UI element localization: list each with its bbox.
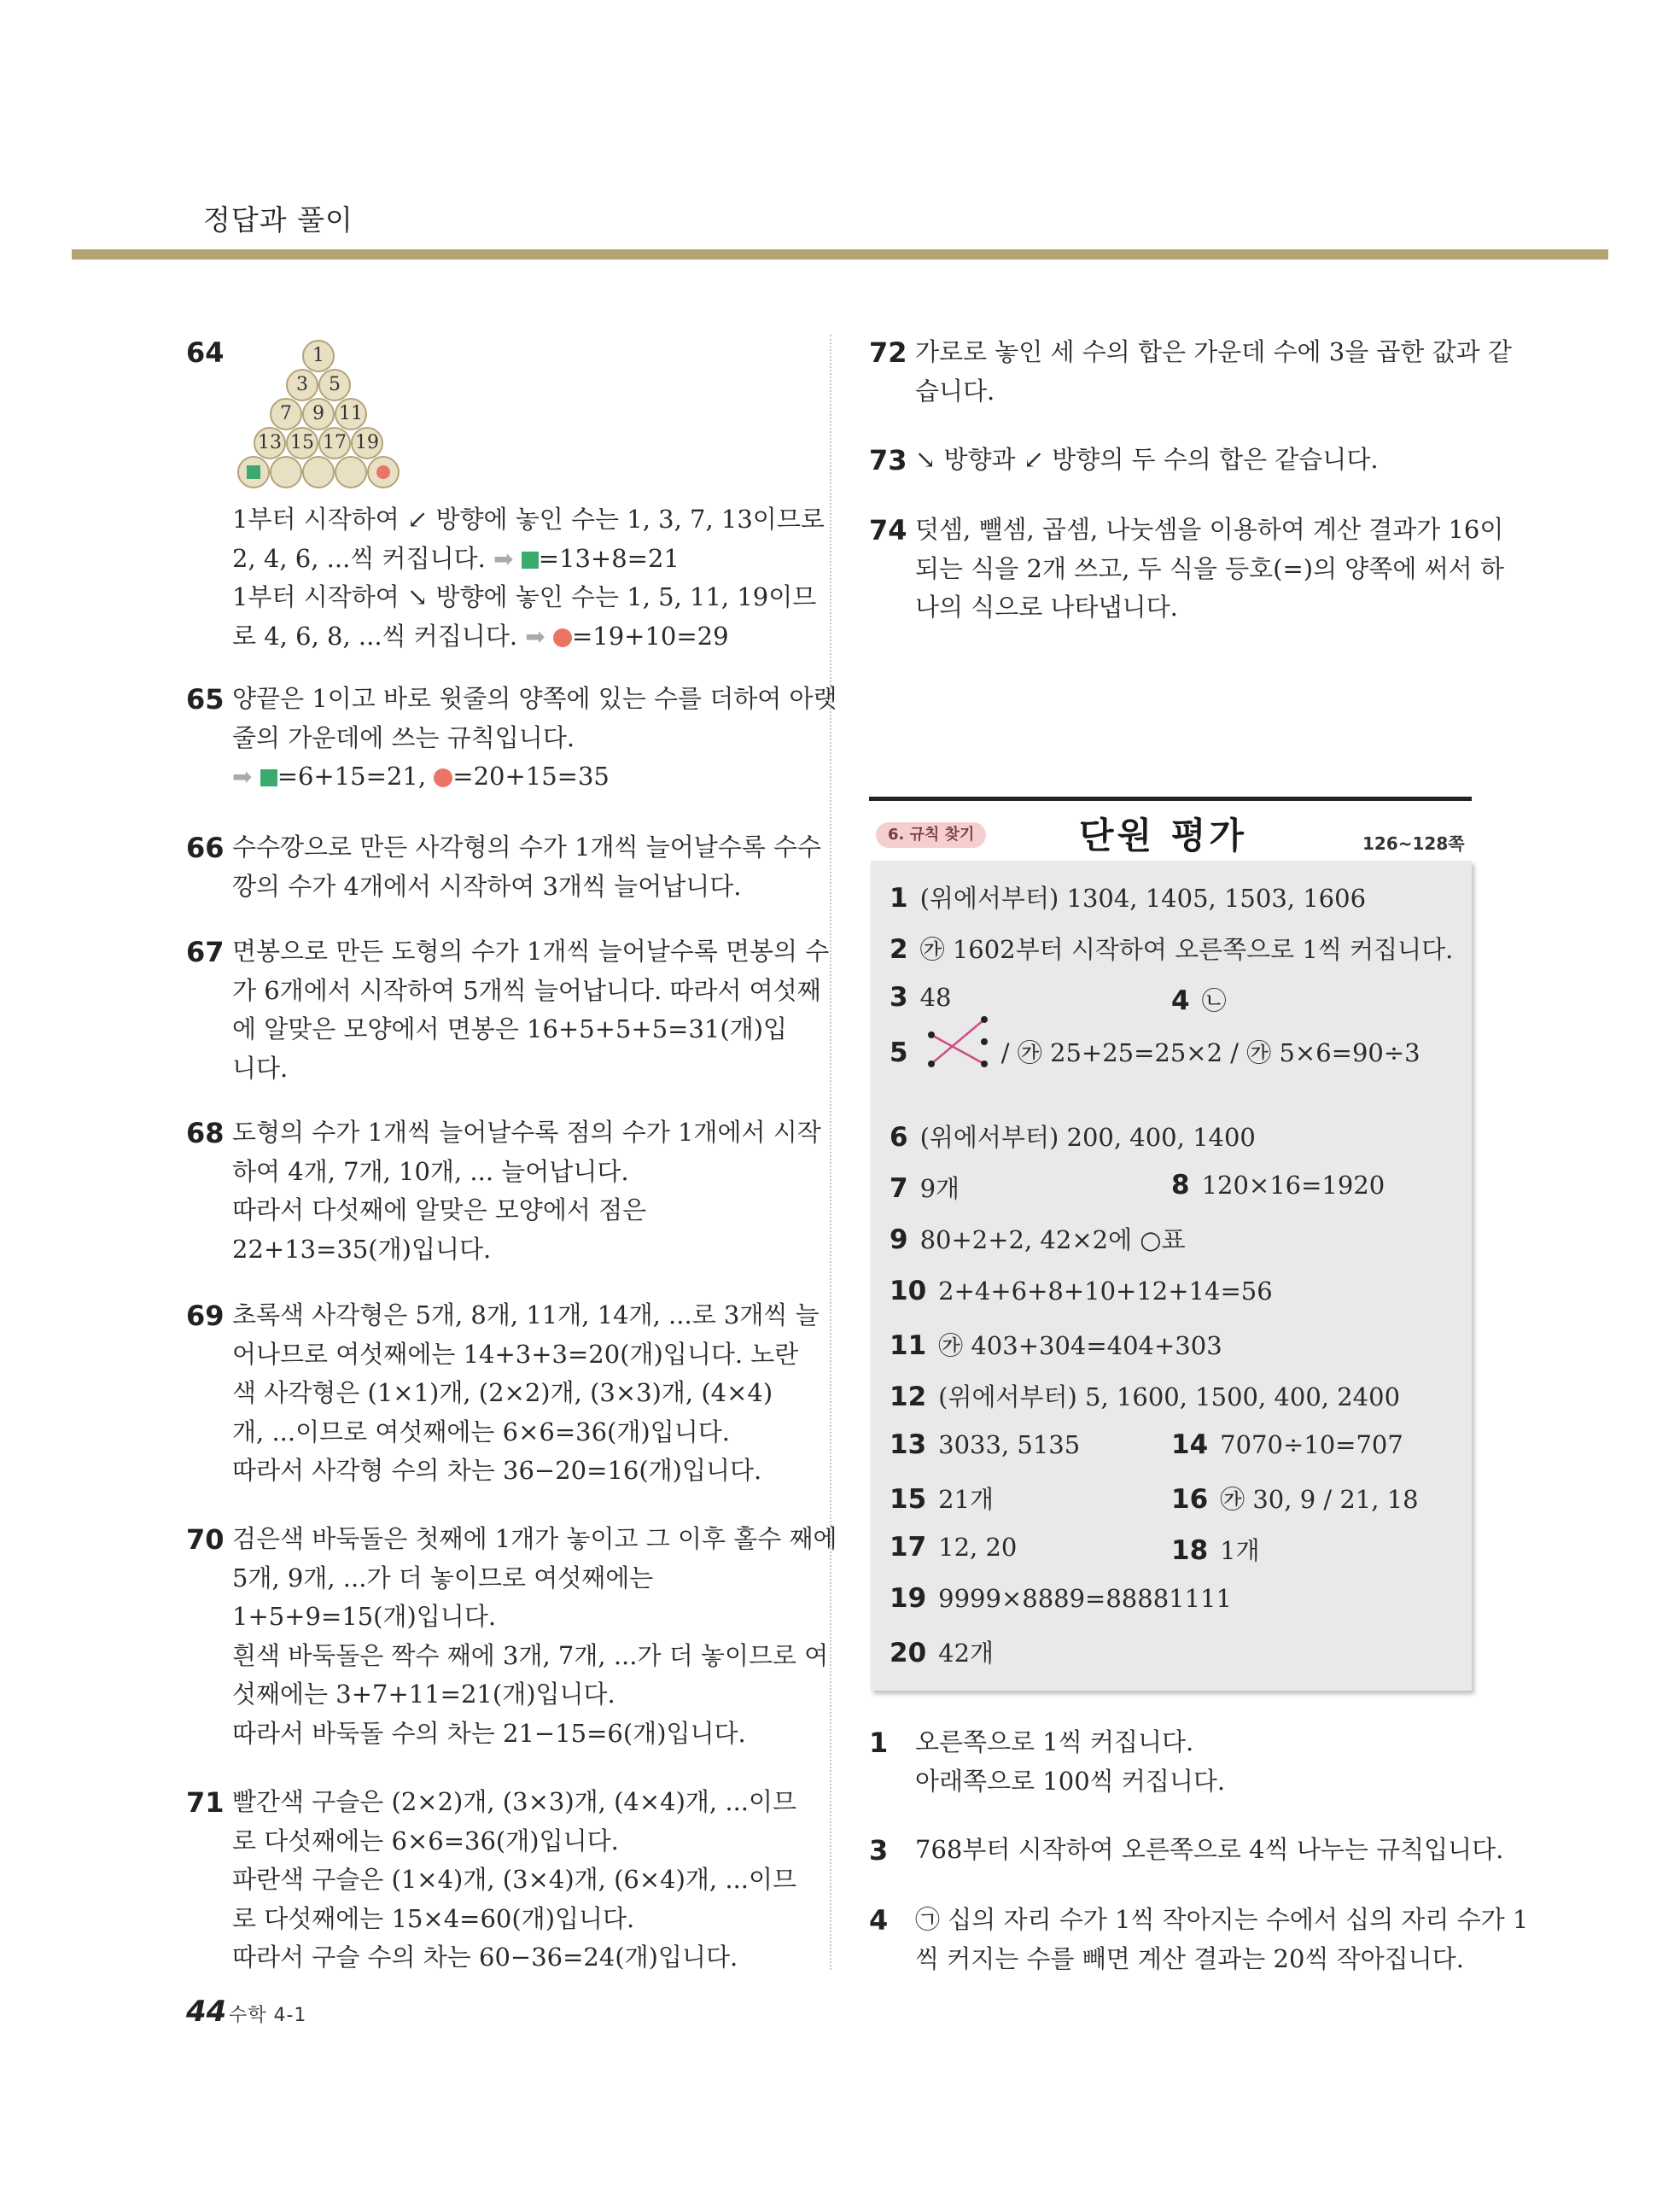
answer-8: 8 120×16=1920	[1171, 1170, 1385, 1201]
problem-text: 덧셈, 뺄셈, 곱셈, 나눗셈을 이용하여 계산 결과가 16이 되는 식을 2개 쓰고, 두 식을 등호(=)의 양쪽에 써서 하 나의 식으로 나타냅니다.	[915, 515, 1504, 622]
problem-number: 67	[186, 936, 225, 968]
ball: 9	[302, 398, 335, 430]
answer-15: 15 21개	[890, 1484, 995, 1515]
arrow-icon: ➡	[525, 622, 545, 651]
problem-number: 71	[186, 1786, 225, 1819]
explanation-text: ㉠ 십의 자리 수가 1씩 작아지는 수에서 십의 자리 수가 1 씩 커지는 수를 빼면 계산 결과는 20씩 작아집니다.	[915, 1905, 1529, 1973]
explanation-number: 1	[869, 1727, 889, 1759]
answer-11: 11 ㉮ 403+304=404+303	[890, 1330, 1222, 1361]
answer-5: 5 / ㉮ 25+25=25×2 / ㉮ 5×6=90÷3	[890, 1033, 1420, 1076]
problem-text: 가로로 놓인 세 수의 합은 가운데 수에 3을 곱한 값과 같 습니다.	[915, 337, 1512, 406]
answer-13: 13 3033, 5135	[890, 1429, 1081, 1460]
answer-4: 4 ㉡	[1171, 985, 1227, 1016]
answer-19: 19 9999×8889=88881111	[890, 1583, 1232, 1614]
ball: 3	[286, 369, 318, 401]
ball-square-marker	[237, 456, 270, 488]
header-rule	[72, 249, 1608, 260]
problem-text: 초록색 사각형은 5개, 8개, 11개, 14개, ...로 3개씩 늘 어나므로 여섯째에는 14+3+3=20(개)입니다. 노란 색 사각형은 (1×1)개, (2×2)개, (3×3)개, (4×4) 개, ...이므로 여섯째에는 6×6=36(개)입니다. 따라서 사각형 수의 차는 36−20=16(개)입니다.	[232, 1300, 820, 1485]
problem-number: 65	[186, 683, 225, 716]
answer-9: 9 80+2+2, 42×2에 ○표	[890, 1224, 1186, 1255]
answer-10: 10 2+4+6+8+10+12+14=56	[890, 1276, 1273, 1306]
ball-empty	[270, 456, 302, 488]
problem-number: 73	[869, 444, 907, 476]
arrow-icon: ➡	[493, 544, 514, 573]
answer-17: 17 12, 20	[890, 1532, 1018, 1563]
ball: 7	[270, 398, 302, 430]
problem-number: 64	[186, 336, 225, 369]
unit-eval-tag: 6. 규칙 찾기	[876, 822, 986, 848]
problem-text: 수수깡으로 만든 사각형의 수가 1개씩 늘어날수록 수수 깡의 수가 4개에서 시작하여 3개씩 늘어납니다.	[232, 833, 822, 901]
red-circle-icon	[434, 768, 452, 787]
ball: 13	[254, 427, 286, 459]
page-header-title: 정답과 풀이	[203, 203, 353, 237]
answer-7: 7 9개	[890, 1173, 960, 1204]
problem-number: 69	[186, 1300, 225, 1332]
page-number: 44	[186, 1995, 227, 2029]
problem-text: 1부터 시작하여 ↙ 방향에 놓인 수는 1, 3, 7, 13이므로 2, 4, 6, ...씩 커집니다. ➡ =13+8=21 1부터 시작하여 ↘ 방향에 놓인 수는 1, 5, 11, 19이므 로 4, 6, 8, ...씩 커집니다. ➡ =19+10=29	[232, 505, 825, 651]
problem-text: 면봉으로 만든 도형의 수가 1개씩 늘어날수록 면봉의 수 가 6개에서 시작하여 5개씩 늘어납니다. 따라서 여섯째 에 알맞은 모양에서 면봉은 16+5+5+5=31(개)입 니다.	[232, 937, 830, 1083]
green-square-icon	[522, 552, 539, 569]
unit-eval-title: 단원 평가	[1079, 815, 1247, 856]
ball-circle-marker	[367, 456, 400, 488]
ball-empty	[302, 456, 335, 488]
ball: 19	[351, 427, 383, 459]
problem-text: 검은색 바둑돌은 첫째에 1개가 놓이고 그 이후 홀수 째에 5개, 9개, ...가 더 놓이므로 여섯째에는 1+5+9=15(개)입니다. 흰색 바둑돌은 짝수 째에 3개, 7개, ...가 더 놓이므로 여 섯째에는 3+7+11=21(개)입니다. 따라서 바둑돌 수의 차는 21−15=6(개)입니다.	[232, 1524, 837, 1748]
explanation-text: 768부터 시작하여 오른쪽으로 4씩 나누는 규칙입니다.	[915, 1835, 1504, 1864]
answer-3: 3 48	[890, 982, 952, 1013]
problem-text: 양끝은 1이고 바로 윗줄의 양쪽에 있는 수를 더하여 아랫 줄의 가운데에 쓰는 규칙입니다. ➡ =6+15=21, =20+15=35	[232, 684, 837, 791]
explanation-number: 3	[869, 1834, 889, 1867]
ball: 11	[335, 398, 367, 430]
answer-1: 1 (위에서부터) 1304, 1405, 1503, 1606	[890, 883, 1367, 914]
problem-number: 66	[186, 832, 225, 864]
unit-eval-rule	[869, 797, 1472, 801]
explanation-number: 4	[869, 1904, 889, 1937]
answer-18: 18 1개	[1171, 1535, 1260, 1566]
ball-empty	[335, 456, 367, 488]
answer-6: 6 (위에서부터) 200, 400, 1400	[890, 1122, 1256, 1153]
book-title: 수학 4-1	[229, 2005, 307, 2026]
problem-number: 70	[186, 1523, 225, 1556]
problem-text: ↘ 방향과 ↙ 방향의 두 수의 합은 같습니다.	[915, 445, 1379, 474]
ball: 5	[318, 369, 351, 401]
red-circle-icon	[553, 628, 572, 647]
green-square-icon	[260, 769, 277, 786]
arrow-icon: ➡	[232, 762, 253, 791]
explanation-text: 오른쪽으로 1씩 커집니다. 아래쪽으로 100씩 커집니다.	[915, 1727, 1226, 1796]
answer-2: 2 ㉮ 1602부터 시작하여 오른쪽으로 1씩 커집니다.	[890, 934, 1454, 965]
problem-number: 68	[186, 1117, 225, 1149]
unit-eval-pages: 126~128쪽	[1362, 833, 1465, 854]
ball: 15	[286, 427, 318, 459]
ball: 17	[318, 427, 351, 459]
answer-12: 12 (위에서부터) 5, 1600, 1500, 400, 2400	[890, 1382, 1401, 1412]
problem-text: 빨간색 구슬은 (2×2)개, (3×3)개, (4×4)개, ...이므 로 다섯째에는 6×6=36(개)입니다. 파란색 구슬은 (1×4)개, (3×4)개, (6×4)개, ...이므 로 다섯째에는 15×4=60(개)입니다. 따라서 구슬 수의 차는 60−36=24(개)입니다.	[232, 1787, 797, 1972]
matching-lines-diagram	[923, 1016, 996, 1076]
answer-20: 20 42개	[890, 1638, 995, 1668]
problem-number: 72	[869, 336, 907, 369]
answer-14: 14 7070÷10=707	[1171, 1429, 1403, 1460]
ball: 1	[302, 340, 335, 372]
answer-16: 16 ㉮ 30, 9 / 21, 18	[1171, 1484, 1419, 1515]
problem-text: 도형의 수가 1개씩 늘어날수록 점의 수가 1개에서 시작 하여 4개, 7개, 10개, ... 늘어납니다. 따라서 다섯째에 알맞은 모양에서 점은 22+13=35(개)입니다.	[232, 1118, 821, 1264]
problem-number: 74	[869, 514, 907, 546]
